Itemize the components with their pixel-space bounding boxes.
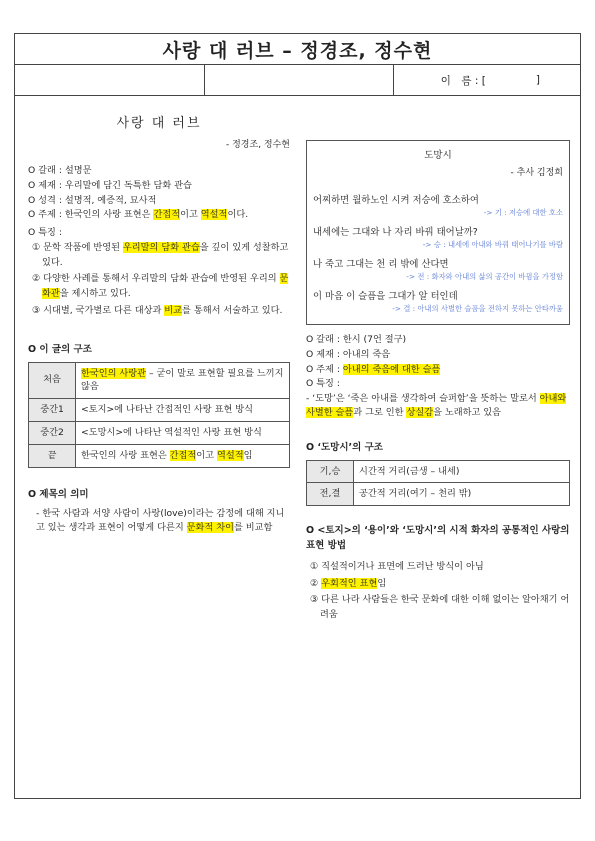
table-row [29,362,290,399]
poem-theme-text: O 주제 : [306,363,343,375]
right-column [306,140,570,625]
poem-structure-label: 기,승 [307,460,354,483]
name-field[interactable] [394,65,580,95]
feature-1 [28,241,290,270]
feature-3 [28,304,290,319]
table-row [307,483,570,506]
common-3: ③ 다른 나라 사람들은 한국 문화에 대한 이해 없이는 알아채기 어려움 [310,594,570,620]
poem-note-1: -> 기 : 저승에 대한 호소 [483,208,563,217]
structure-label: 끝 [29,444,76,467]
theme-text: O 주제 : 한국인의 사랑 표현은 [28,209,154,221]
poem-note-4: -> 결 : 아내의 사별한 슬픔을 전하지 못하는 안타까움 [392,304,563,313]
structure-text: 한국인의 사랑 표현은 [81,449,170,461]
structure-highlight: 한국인의 사랑관 [81,367,147,379]
name-row [14,65,581,96]
left-column [28,112,290,535]
features-label: O 특징 : [28,227,62,239]
poem-feature-mid: 과 그로 인한 [353,407,407,419]
work-title: 사랑 대 러브 [116,116,202,131]
feature-3-highlight: 비교 [164,304,183,316]
poem-features-label: O 특징 : [306,378,340,390]
feature-2 [28,272,290,301]
theme-text-end: 이다. [227,209,249,221]
feature-3-text-end: 를 통해서 서술하고 있다. [182,304,283,316]
poem-structure-cell: 공간적 거리(여기 – 천리 밖) [354,483,570,506]
structure-highlight: 간접적 [169,449,197,461]
structure-cell [76,444,290,467]
feature-3-text: ③ 시대별, 국가별로 다른 대상과 [32,304,165,316]
poem-structure-table [306,460,570,507]
structure-label: 처음 [29,362,76,399]
common-2-highlight: 우회적인 표현 [321,577,378,589]
theme-highlight-1: 간접적 [153,209,181,221]
structure-text: 임 [243,449,253,461]
poem-feature-highlight-2: 상실감 [406,407,434,419]
poem-subject: O 제재 : 아내의 죽음 [306,348,391,360]
meaning-end: 를 비교함 [233,521,273,533]
feature-1-highlight: 우리말의 담화 관습 [122,241,200,253]
structure-table [28,362,290,468]
title-text: 사랑 대 러브 – 정경조, 정수현 [162,39,433,62]
feature-2-highlight: 문화관 [42,273,289,300]
poem-line-2: 내세에는 그대와 나 자리 바꿔 태어날까? [313,227,478,238]
blank-cell-1 [15,65,205,95]
poem-title: 도망시 [424,150,452,161]
theme [28,208,290,222]
table-row [29,399,290,422]
poem-feature [306,392,570,421]
worksheet-title [14,33,581,65]
nature: O 성격 : 설명적, 예증적, 묘사적 [28,194,157,206]
subject: O 제재 : 우리말에 담긴 독특한 담화 관습 [28,179,192,191]
poem-note-3: -> 전 : 화자와 아내의 삶의 공간이 바뀜을 가정함 [406,272,563,281]
name-label: 이 름 : [ [440,74,486,87]
table-row [29,421,290,444]
poem-theme-highlight: 아내의 죽음에 대한 슬픔 [342,363,441,375]
meaning-title: O 제목의 의미 [28,488,89,500]
theme-highlight-2: 역설적 [200,209,228,221]
feature-2-text: ② 다양한 사례를 통해서 우리말의 담화 관습에 반영된 우리의 [32,273,280,285]
structure-text: – 굳이 말로 표현할 필요를 느끼지 않음 [81,367,284,393]
poem-box [306,140,570,325]
feature-1-text: ① 문학 작품에 반영된 [32,241,123,253]
theme-text-mid: 이고 [180,209,201,221]
structure-text: 이고 [196,449,217,461]
poem-theme [306,363,570,377]
structure-title: O 이 글의 구조 [28,343,92,355]
poem-structure-cell: 시간적 거리(금생 – 내세) [354,460,570,483]
common-2-text: ② [310,577,322,589]
poem-note-2: -> 승 : 내세에 아내와 바꿔 태어나기를 바람 [422,240,563,249]
poem-genre: O 갈래 : 한시 (7언 절구) [306,334,407,345]
blank-cell-2 [205,65,394,95]
poem-structure-title: O ‘도망시’의 구조 [306,441,383,453]
structure-label: 중간2 [29,421,76,444]
structure-label: 중간1 [29,399,76,422]
poem-feature-highlight-1: 아내와 사별한 슬픔 [306,393,567,419]
structure-cell: <토지>에 나타난 간접적인 사랑 표현 방식 [76,399,290,422]
meaning-highlight: 문화적 차이 [186,521,234,533]
poem-line-3: 나 죽고 그대는 천 리 밖에 산다면 [313,259,449,270]
poem-author: - 추사 김정희 [510,168,563,178]
common-1: ① 직설적이거나 표면에 드러난 방식이 아님 [310,560,484,572]
structure-highlight: 역설적 [216,449,244,461]
genre: O 갈래 : 설명문 [28,165,92,176]
feature-1-text-end: 을 깊이 있게 성찰하고 있다. [42,241,289,268]
poem-structure-label: 전,결 [307,483,354,506]
table-row [29,444,290,467]
table-row [307,460,570,483]
poem-line-4: 이 마음 이 슬픔을 그대가 알 터인데 [313,291,458,302]
structure-cell: <도망시>에 나타난 역설적인 사랑 표현 방식 [76,421,290,444]
structure-cell [76,362,290,399]
poem-line-1: 어찌하면 월하노인 시켜 저승에 호소하여 [313,195,479,206]
feature-2-text-end: 을 제시하고 있다. [59,288,131,300]
common-title: O <토지>의 ‘용이’와 ‘도망시’의 시적 화자의 공통적인 사랑의 표현 방법 [306,525,570,551]
poem-feature-text: - ‘도망’은 ‘죽은 아내를 생각하여 슬퍼함’을 뜻하는 말로서 [306,393,540,405]
work-author: - 정경조, 정수현 [226,140,290,150]
name-close: ] [535,74,540,86]
common-2-end: 임 [377,577,387,589]
meaning-body: - 한국 사람과 서양 사람이 사랑(love)이라는 감정에 대해 지니고 있는 생각과 표현이 어떻게 다른지 [36,507,285,533]
poem-feature-end: 을 노래하고 있음 [433,407,502,419]
common-2 [306,577,570,592]
meaning-text [28,507,290,536]
